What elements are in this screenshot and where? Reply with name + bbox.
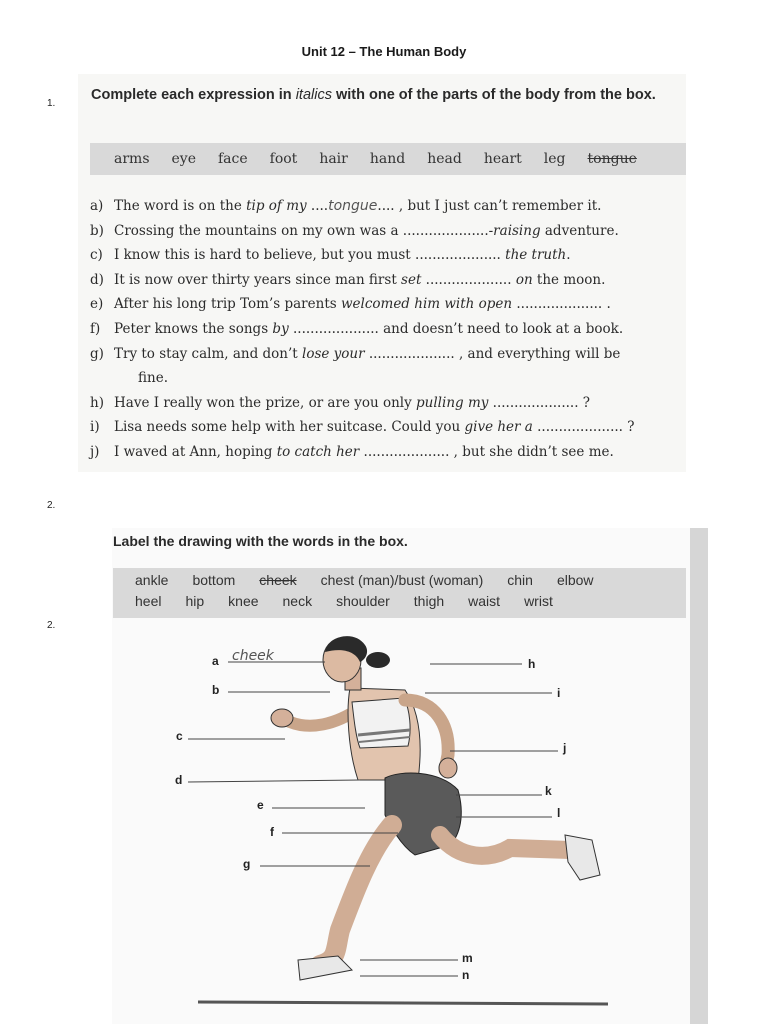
word-box-2-word: wrist bbox=[524, 593, 553, 609]
item-text: I know this is hard to believe, but you must .................... the truth. bbox=[114, 247, 571, 264]
item-letter: d) bbox=[90, 271, 104, 288]
label-h: h bbox=[528, 657, 536, 671]
back-fist bbox=[271, 709, 293, 727]
label-k: k bbox=[545, 784, 552, 798]
exercise-1-item bbox=[90, 243, 690, 268]
word-box-1-word: hand bbox=[369, 151, 406, 167]
label-a: a bbox=[212, 654, 219, 668]
label-i: i bbox=[557, 686, 561, 700]
item-text: It is now over thirty years since man first set .................... on the moon. bbox=[114, 271, 606, 288]
handwritten-answer-cheek: cheek bbox=[232, 648, 274, 664]
item-text: After his long trip Tom’s parents welcomed him with open .................... . bbox=[114, 296, 611, 313]
item-text: The word is on the tip of my ....tongue.... , but I just can’t remember it. bbox=[114, 198, 602, 214]
item-text: Lisa needs some help with her suitcase. Could you give her a .................... ? bbox=[114, 419, 635, 436]
item-letter: a) bbox=[90, 198, 104, 214]
ground-line bbox=[198, 1002, 608, 1004]
item-text: Peter knows the songs by .................... and doesn’t need to look at a book. bbox=[114, 320, 624, 337]
label-f: f bbox=[270, 825, 274, 839]
back-leg bbox=[320, 825, 392, 965]
label-j: j bbox=[563, 741, 567, 755]
item-text: I waved at Ann, hoping to catch her .................... , but she didn’t see me. bbox=[114, 443, 614, 460]
label-l: l bbox=[557, 806, 561, 820]
word-box-2-word: hip bbox=[185, 593, 205, 609]
exercise-1-item bbox=[90, 317, 690, 342]
exercise-2-instruction: Label the drawing with the words in the box. bbox=[113, 533, 408, 549]
exercise-1-item bbox=[90, 366, 690, 391]
item-text: fine. bbox=[138, 370, 168, 387]
item-letter: c) bbox=[90, 247, 103, 264]
label-d: d bbox=[175, 773, 183, 787]
back-shoe bbox=[298, 956, 352, 980]
ponytail bbox=[366, 652, 390, 668]
exercise-1-item bbox=[90, 194, 690, 219]
question-number-1: 1. bbox=[47, 98, 56, 109]
label-e: e bbox=[257, 798, 264, 812]
label-n: n bbox=[462, 968, 470, 982]
word-box-2-word: bottom bbox=[192, 572, 236, 588]
item-letter: j) bbox=[90, 443, 100, 460]
item-text: Crossing the mountains on my own was a ....................-raising adventure. bbox=[114, 222, 619, 239]
word-box-1-word: foot bbox=[269, 151, 298, 167]
word-box-2-word: ankle bbox=[135, 572, 169, 588]
item-letter: e) bbox=[90, 296, 104, 313]
runner-drawing bbox=[160, 630, 620, 1024]
label-m: m bbox=[462, 951, 473, 965]
item-text: Have I really won the prize, or are you only pulling my .................... ? bbox=[114, 394, 591, 411]
exercise-1-item bbox=[90, 219, 690, 244]
front-leg bbox=[440, 835, 570, 856]
exercise-1-item bbox=[90, 415, 690, 440]
word-box-2-word: thigh bbox=[413, 593, 445, 609]
word-box-1-word: heart bbox=[483, 151, 522, 167]
word-box-1 bbox=[90, 143, 686, 175]
word-box-1-word: leg bbox=[543, 151, 566, 167]
item-letter: f) bbox=[90, 320, 101, 337]
item-letter: b) bbox=[90, 222, 104, 239]
question-number-2: 2. bbox=[47, 500, 56, 511]
label-b: b bbox=[212, 683, 220, 697]
page-title: Unit 12 – The Human Body bbox=[301, 44, 467, 59]
exercise-1-item bbox=[90, 292, 690, 317]
exercise-1-items bbox=[90, 194, 690, 465]
word-box-2-word: elbow bbox=[556, 572, 594, 588]
word-box-2-word: knee bbox=[228, 593, 259, 609]
label-g: g bbox=[243, 857, 251, 871]
word-box-1-word: eye bbox=[171, 151, 196, 167]
exercise-1-item bbox=[90, 440, 690, 465]
word-box-2-word: chest (man)/bust (woman) bbox=[320, 572, 484, 588]
item-letter: h) bbox=[90, 394, 104, 411]
word-box-2-word: heel bbox=[135, 593, 162, 609]
question-number-2-repeat: 2. bbox=[47, 620, 56, 631]
word-box-1-word: head bbox=[427, 151, 462, 167]
word-box-2 bbox=[113, 568, 686, 618]
exercise-1-item bbox=[90, 268, 690, 293]
word-box-1-word: face bbox=[217, 151, 248, 167]
item-letter bbox=[90, 366, 114, 391]
word-box-1-word: arms bbox=[114, 151, 150, 167]
word-box-2-word: waist bbox=[468, 593, 501, 609]
handwritten-answer-tongue: tongue bbox=[328, 198, 378, 214]
word-box-2-word: cheek bbox=[259, 572, 297, 588]
word-box-2-word: shoulder bbox=[336, 593, 390, 609]
exercise-1-item bbox=[90, 342, 690, 367]
word-box-1-word: hair bbox=[319, 151, 348, 167]
item-letter: g) bbox=[90, 345, 104, 362]
item-text: Try to stay calm, and don’t lose your .................... , and everything will be bbox=[114, 345, 621, 362]
label-c: c bbox=[176, 729, 183, 743]
item-letter: i) bbox=[90, 419, 100, 436]
word-box-2-word: neck bbox=[282, 593, 313, 609]
word-box-2-word: chin bbox=[507, 572, 533, 588]
exercise-1-instruction: Complete each expression in italics with one of the parts of the body from the box. bbox=[91, 87, 656, 103]
word-box-1-word: tongue bbox=[587, 151, 637, 167]
exercise-1-item bbox=[90, 391, 690, 416]
front-shoe bbox=[565, 835, 600, 880]
